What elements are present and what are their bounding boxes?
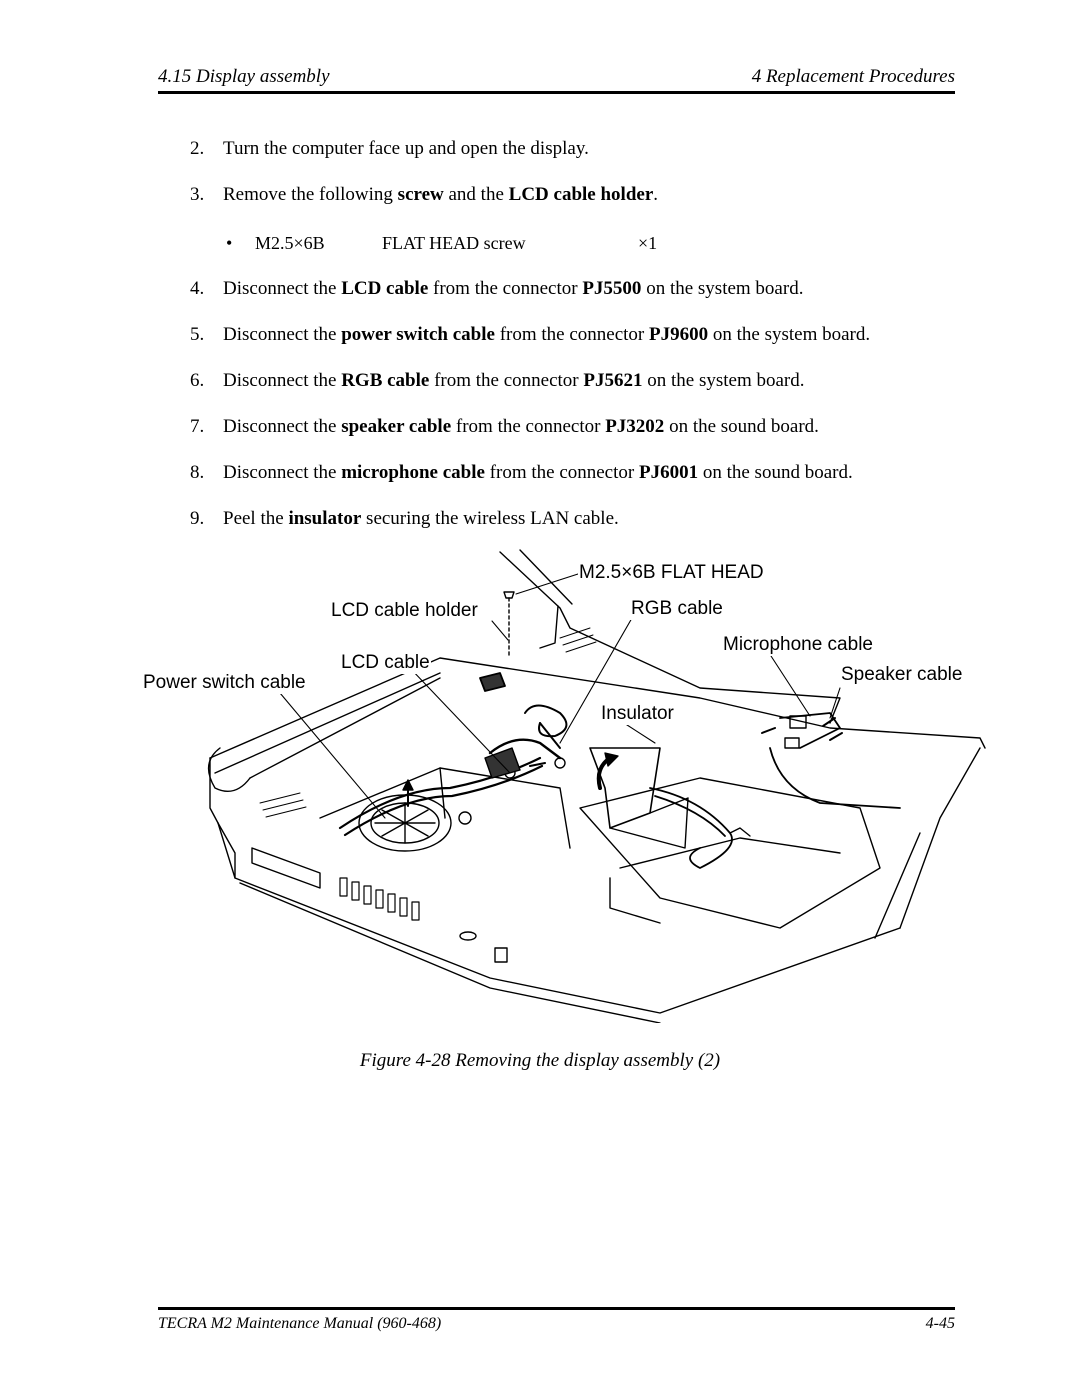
- step-2: 2. Turn the computer face up and open the display.: [190, 138, 589, 159]
- callout-screw: M2.5×6B FLAT HEAD: [579, 562, 764, 583]
- step-8: 8. Disconnect the microphone cable from the connector PJ6001 on the sound board.: [190, 462, 853, 483]
- step-3: 3. Remove the following screw and the LCD cable holder.: [190, 184, 659, 205]
- step-5: 5. Disconnect the power switch cable from the connector PJ9600 on the system board.: [190, 324, 871, 345]
- page-number: 4-45: [925, 1315, 955, 1332]
- chapter-title: 4 Replacement Procedures: [751, 66, 955, 87]
- callout-speaker-cable: Speaker cable: [841, 664, 963, 685]
- callout-lcd-cable-holder: LCD cable holder: [331, 600, 478, 621]
- screw-quantity: ×1: [638, 233, 658, 253]
- figure-display-assembly: [140, 548, 990, 1023]
- callout-insulator: Insulator: [601, 703, 674, 724]
- step-9: 9. Peel the insulator securing the wireless LAN cable.: [190, 508, 619, 529]
- step-6: 6. Disconnect the RGB cable from the connector PJ5621 on the system board.: [190, 370, 805, 391]
- screw-size: M2.5×6B: [255, 233, 325, 253]
- footer-rule: [158, 1307, 955, 1310]
- step-4: 4. Disconnect the LCD cable from the connector PJ5500 on the system board.: [190, 278, 804, 299]
- figure-caption: Figure 4-28 Removing the display assembly (2): [359, 1050, 721, 1071]
- callout-rgb-cable: RGB cable: [631, 598, 723, 619]
- section-title: 4.15 Display assembly: [158, 66, 330, 87]
- callout-power-switch-cable: Power switch cable: [143, 672, 306, 693]
- manual-title: TECRA M2 Maintenance Manual (960-468): [158, 1315, 442, 1332]
- callout-lcd-cable: LCD cable: [341, 652, 430, 673]
- header-rule: [158, 91, 955, 94]
- callout-microphone-cable: Microphone cable: [723, 634, 873, 655]
- step-7: 7. Disconnect the speaker cable from the connector PJ3202 on the sound board.: [190, 416, 819, 437]
- laptop-illustration: [140, 548, 990, 1023]
- screw-type: FLAT HEAD screw: [382, 233, 526, 253]
- page-header: [158, 66, 955, 90]
